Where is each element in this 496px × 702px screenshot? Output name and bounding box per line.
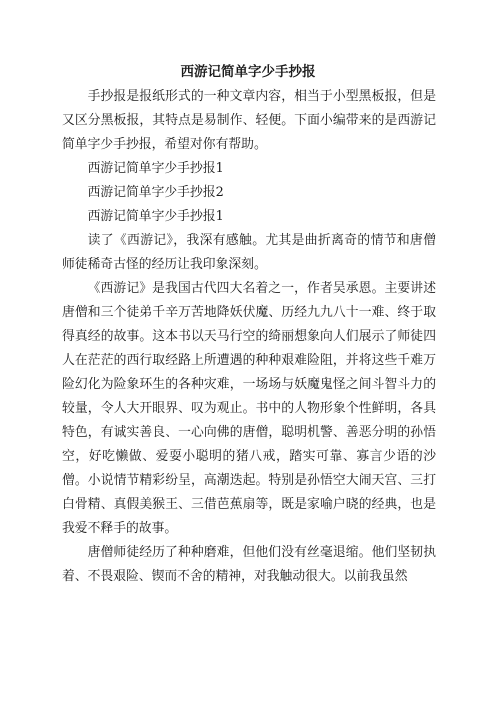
toc-item-2[interactable]: 西游记简单字少手抄报2 [87,185,224,200]
body-paragraph-1: 读了《西游记》，我深有感触。尤其是曲折离奇的情节和唐僧师徒稀奇古怪的经历让我印象深刻。 [62,233,436,272]
body-paragraph-2: 《西游记》是我国古代四大名着之一，作者吴承恩。主要讲述唐僧和三个徒弟千辛万苦地降妖伏魔、历经九九八十一难、终于取得真经的故事。这本书以天马行空的绮丽想象向人们展示了师徒四人在茫茫的西行取经路上所遭遇的种种艰难险阻，并将这些千难万险幻化为险象环生的各种灾难，一场场与妖魔鬼怪之间斗智斗力的较量，令人大开眼界、叹为观止。书中的人物形象个性鲜明，各具特色，有诚实善良、一心向佛的唐僧，聪明机警、善恶分明的孙悟空，好吃懒做、爱耍小聪明的猪八戒，踏实可靠、寡言少语的沙僧。小说情节精彩纷呈，高潮迭起。特别是孙悟空大闹天宫、三打白骨精、真假美猴王、三借芭蕉扇等，既是家喻户晓的经典，也是我爱不释手的故事。 [62,281,436,536]
document-title: 西游记简单字少手抄报 [180,64,316,80]
body-paragraph-3: 唐僧师徒经历了种种磨难，但他们没有丝毫退缩。他们坚韧执着、不畏艰险、锲而不舍的精神，对我触动很大。以前我虽然 [62,545,436,584]
section-heading: 西游记简单字少手抄报1 [87,209,224,224]
toc-item-1[interactable]: 西游记简单字少手抄报1 [87,161,224,176]
intro-paragraph: 手抄报是报纸形式的一种文章内容，相当于小型黑板报，但是又区分黑板报，其特点是易制作、轻便。下面小编带来的是西游记简单字少手抄报，希望对你有帮助。 [62,89,436,152]
document-body [62,85,436,589]
